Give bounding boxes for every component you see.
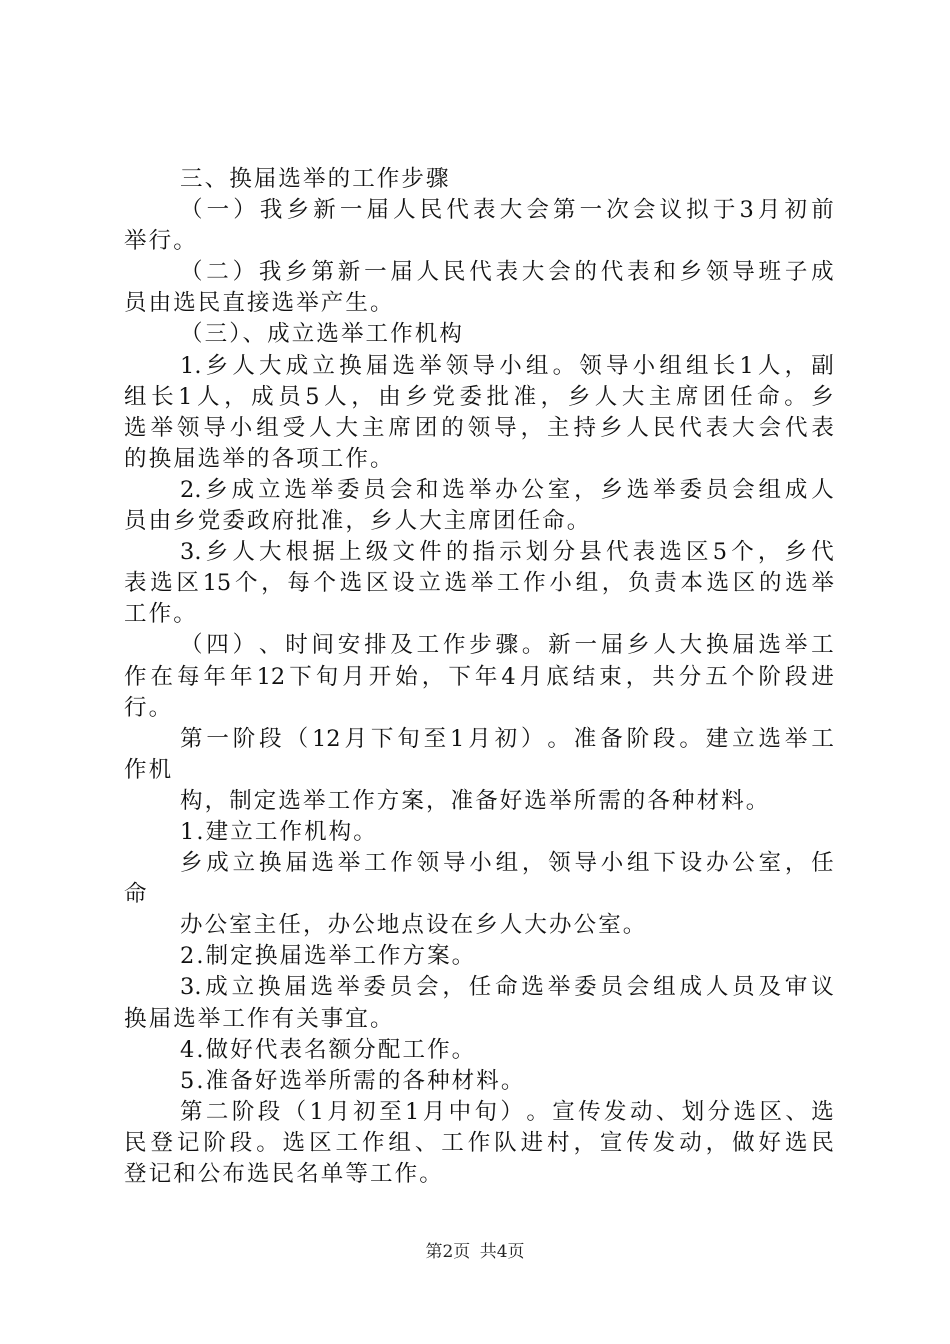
- text-line: 员由乡党委政府批准，乡人大主席团任命。: [124, 508, 592, 535]
- text-line: 表 选 区 15 个 ， 每 个 选 区 设 立 选 举 工 作 小 组 ， 负 责 本 选 区 的 选 举: [124, 570, 834, 597]
- text-line: 三、换届选举的工作步骤: [180, 166, 451, 192]
- text-line: 组 长 1 人 ， 成 员 5 人 ， 由 乡 党 委 批 准 ， 乡 人 大 主 席 团 任 命 。 乡: [124, 383, 834, 410]
- text-line: 换届选举工作有关事宜。: [124, 1005, 395, 1032]
- text-line: 的换届选举的各项工作。: [124, 445, 395, 472]
- text-line: 第 二 阶 段 （ 1 月 初 至 1 月 中 旬 ） 。 宣 传 发 动 、 划 分 选 区 、 选: [180, 1098, 834, 1125]
- page-number: 第2页: [425, 1242, 471, 1262]
- text-line: 员由选民直接选举产生。: [124, 290, 395, 317]
- text-line: （ 四 ） 、 时 间 安 排 及 工 作 步 骤 。 新 一 届 乡 人 大 换 届 选 举 工: [180, 632, 834, 659]
- text-line: 作机: [124, 756, 174, 783]
- text-line: （三）、成立选举工作机构: [180, 321, 464, 348]
- text-line: 2.制定换届选举工作方案。: [180, 943, 477, 970]
- text-line: 选 举 领 导 小 组 受 人 大 主 席 团 的 领 导 ， 主 持 乡 人 民 代 表 大 会 代 表: [124, 414, 834, 441]
- text-line: 构，制定选举工作方案，准备好选举所需的各种材料。: [180, 787, 771, 814]
- text-line: 作 在 每 年 年 12 下 旬 月 开 始 ， 下 年 4 月 底 结 束 ， 共 分 五 个 阶 段 进: [124, 663, 834, 690]
- text-line: 工作。: [124, 601, 198, 628]
- text-line: 4.做好代表名额分配工作。: [180, 1036, 477, 1063]
- text-line: 乡 成 立 换 届 选 举 工 作 领 导 小 组 ， 领 导 小 组 下 设 办 公 室 ， 任: [180, 850, 834, 877]
- text-line: 1.建立工作机构。: [180, 818, 378, 845]
- text-line: 5.准备好选举所需的各种材料。: [180, 1067, 526, 1094]
- text-line: 登记和公布选民名单等工作。: [124, 1161, 444, 1187]
- text-line: 1. 乡 人 大 成 立 换 届 选 举 领 导 小 组 。 领 导 小 组 组 长 1 人 ， 副: [180, 352, 834, 379]
- text-line: 第 一 阶 段 （ 12 月 下 旬 至 1 月 初 ） 。 准 备 阶 段 。 建 立 选 举 工: [180, 725, 834, 752]
- page-total: 共4页: [479, 1242, 525, 1262]
- text-line: 办公室主任，办公地点设在乡人大办公室。: [180, 912, 648, 939]
- page-footer: [0, 1240, 950, 1264]
- text-line: 2. 乡 成 立 选 举 委 员 会 和 选 举 办 公 室 ， 乡 选 举 委 员 会 组 成 人: [180, 476, 834, 503]
- text-line: 行。: [124, 694, 174, 721]
- document-body: [124, 164, 834, 1190]
- text-line: 命: [124, 881, 149, 908]
- text-line: 举行。: [124, 228, 198, 255]
- text-line: 民 登 记 阶 段 。 选 区 工 作 组 、 工 作 队 进 村 ， 宣 传 发 动 ， 做 好 选 民: [124, 1129, 834, 1156]
- text-line: 3. 乡 人 大 根 据 上 级 文 件 的 指 示 划 分 县 代 表 选 区 5 个 ， 乡 代: [180, 539, 834, 566]
- text-line: （ 二 ） 我 乡 第 新 一 届 人 民 代 表 大 会 的 代 表 和 乡 领 导 班 子 成: [180, 259, 834, 286]
- text-line: （ 一 ） 我 乡 新 一 届 人 民 代 表 大 会 第 一 次 会 议 拟 于 3 月 初 前: [180, 197, 834, 224]
- text-line: 3. 成 立 换 届 选 举 委 员 会 ， 任 命 选 举 委 员 会 组 成 人 员 及 审 议: [180, 974, 834, 1001]
